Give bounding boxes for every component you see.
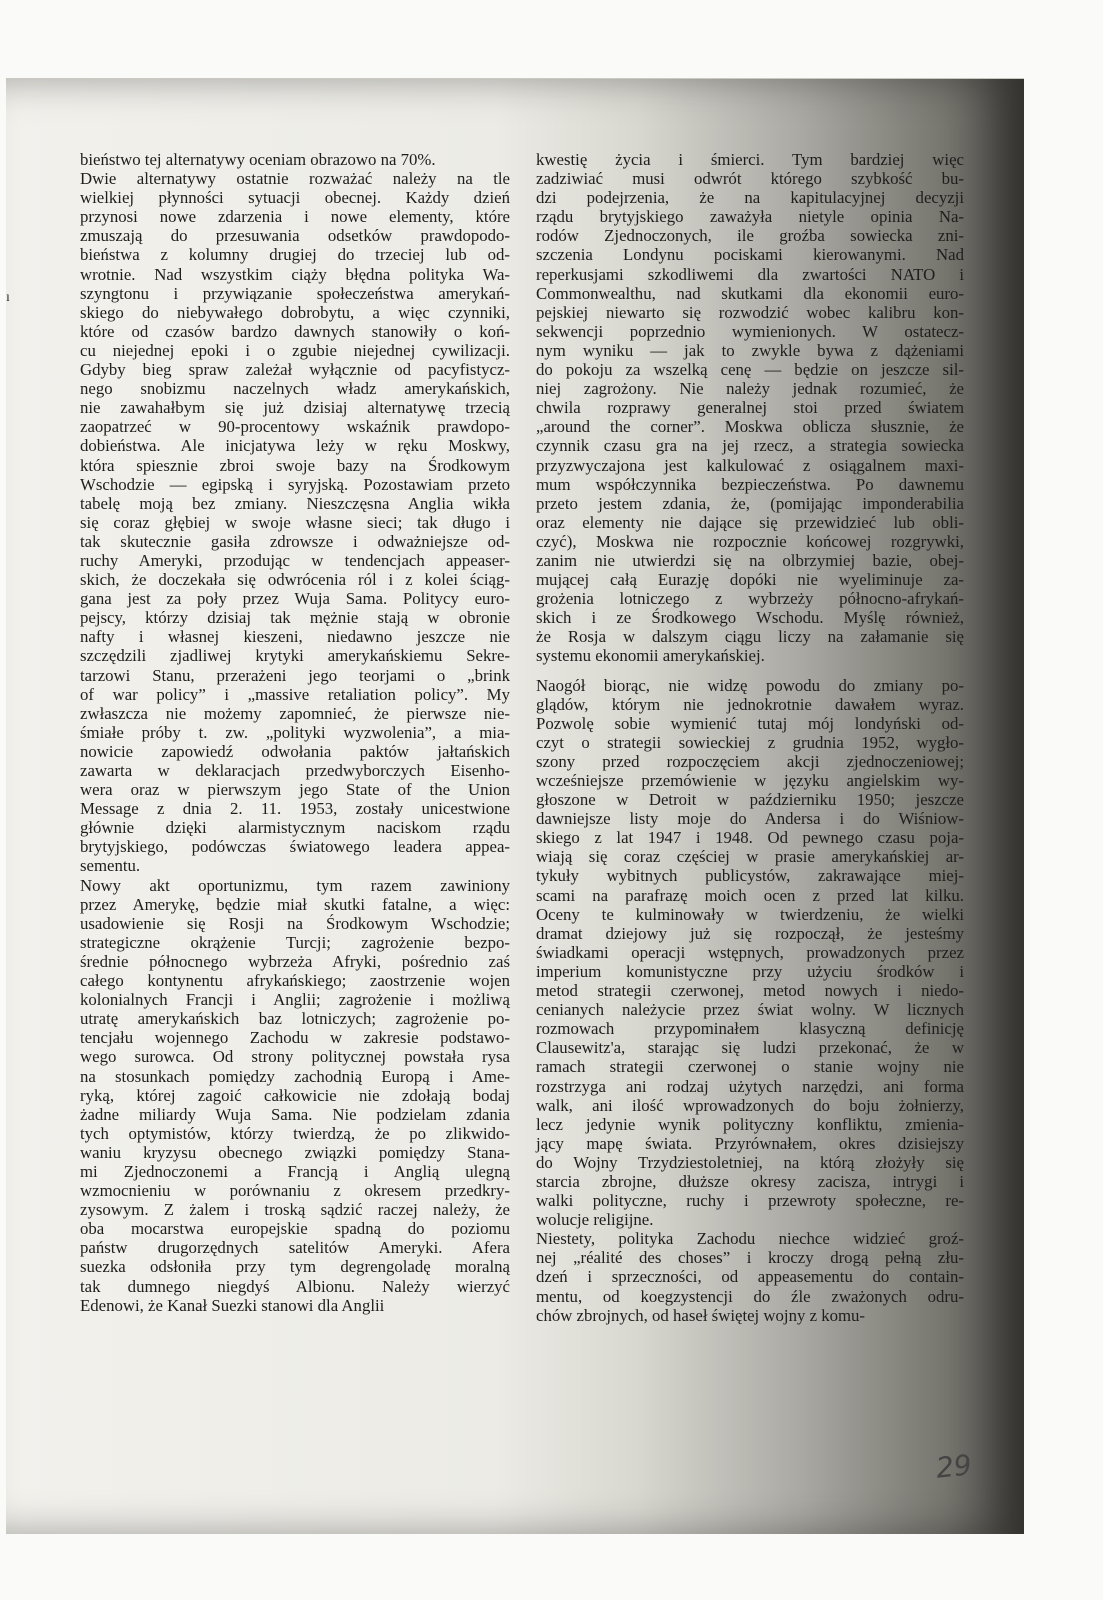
text-line: glądów, którym nie jednokrotnie dawałem wyraz. <box>536 694 964 714</box>
text-line: zmuszają do przesuwania odsetków prawdopodo- <box>80 226 510 246</box>
paragraph-gap <box>536 666 964 676</box>
text-line: świadkami operacji wstępnych, prowadzonych przez <box>536 942 964 962</box>
text-line: wiają się coraz częściej w prasie amerykańskiej ar- <box>536 847 964 867</box>
text-line: ruchy Ameryki, przodując w tendencjach appeaser- <box>80 550 510 570</box>
text-line: ryką, której zagoić całkowicie nie zdołają bodaj <box>80 1085 510 1105</box>
handwritten-page-number: 29 <box>934 1448 974 1485</box>
text-line: systemu ekonomii amerykańskiej. <box>536 646 765 666</box>
text-line: waniu kryzysu obecnego związki pomiędzy Stana- <box>80 1142 510 1162</box>
text-line: tykuły wybitnych publicystów, zakrawające miej- <box>536 866 964 886</box>
text-line: suezka odsłoniła przy tym degrengoladę moralną <box>80 1257 510 1277</box>
text-line: rządu brytyjskiego zaważyła nietyle opinia Na- <box>536 207 964 227</box>
text-line: oba mocarstwa europejskie spadną do poziomu <box>80 1219 510 1239</box>
text-line: Naogół biorąc, nie widzę powodu do zmiany po- <box>536 675 964 695</box>
text-line: dzi podejrzenia, że na kapitulacyjnej decyzji <box>536 188 964 208</box>
text-line: rozstrzyga ani rodzaj użytych narzędzi, ani forma <box>536 1076 964 1096</box>
text-line: sekwencji poprzednio wymienionych. W ostatecz- <box>536 321 964 341</box>
text-line: mentu, od koegzystencji do źle zważonych odru- <box>536 1286 964 1306</box>
text-line: wego surowca. Od strony politycznej powstała rysa <box>80 1047 510 1067</box>
text-line: średnie północnego wybrzeża Afryki, pośrednio zaś <box>80 951 510 971</box>
text-line: przynosi nowe zdarzenia i nowe elementy, które <box>80 207 510 227</box>
text-line: żadne miliardy Wuja Sama. Nie podzielam zdania <box>80 1104 510 1124</box>
text-line: Message z dnia 2. 11. 1953, zostały unicestwione <box>80 799 510 819</box>
text-line: przyzwyczajona jest kalkulować z osiągalnem maxi- <box>536 455 964 475</box>
text-line: skich, że doczekała się odwrócenia ról i z kolei ściąg- <box>80 570 510 590</box>
text-line: Pozwolę sobie wymienić tutaj mój londyński od- <box>536 713 964 733</box>
text-line: wzmocnieniu w porównaniu z okresem przedkry- <box>80 1181 510 1201</box>
text-line: czynnik czasu gra na jej rzecz, a strategia sowiecka <box>536 436 964 456</box>
text-line: zaopatrzeć w 90-procentowy wskaźnik prawdopo- <box>80 417 510 437</box>
text-line: „around the corner”. Moskwa oblicza słusznie, że <box>536 417 964 437</box>
text-line: rodów Zjednoczonych, ile groźba sowiecka zni- <box>536 226 964 246</box>
text-line: pejscy, którzy dzisiaj tak mężnie stają w obronie <box>80 608 510 628</box>
text-line: państw drugorzędnych satelitów Ameryki. Afera <box>80 1238 510 1258</box>
text-line: czyć), Moskwa nie rozpocznie końcowej rozgrywki, <box>536 531 964 551</box>
text-line: że Rosja w dalszym ciągu liczy na załamanie się <box>536 627 964 647</box>
text-line: mi Zjednoczonemi a Francją i Anglią ulegną <box>80 1161 510 1181</box>
text-line: które od czasów bardzo dawnych stanowiły o koń- <box>80 321 510 341</box>
right-text-column <box>536 150 964 1325</box>
text-line: Niestety, polityka Zachodu niechce widzieć groź- <box>536 1229 964 1249</box>
text-line: bieństwa z kolumny drugiej do trzeciej lub od- <box>80 245 510 265</box>
text-line: przeto jestem zdania, że, (pomijając imponderabilia <box>536 493 964 513</box>
text-line: mum współczynnika bezpieczeństwa. Po dawnemu <box>536 474 964 494</box>
text-line: Dwie alternatywy ostatnie rozważać należy na tle <box>80 169 510 189</box>
text-line: lecz jedynie wynik polityczny konfliktu, zmienia- <box>536 1114 964 1134</box>
text-line: imperium komunistyczne przy użyciu środków i <box>536 961 964 981</box>
text-line: zawarta w deklaracjach przedwyborczych Eisenho- <box>80 761 510 780</box>
text-line: nego snobizmu naczelnych władz amerykańskich, <box>80 379 510 399</box>
text-line: tabelę moją bez zmiany. Nieszczęsna Anglia wikła <box>80 493 510 513</box>
text-line: wrotnie. Nad wszystkim ciąży błędna polityka Wa- <box>80 264 510 284</box>
text-line: of war policy” i „massive retaliation policy”. My <box>80 684 510 704</box>
text-line: ramach strategii czerwonej o stanie wojny nie <box>536 1057 964 1077</box>
text-line: kolonialnych Francji i Anglii; zagrożenie i możliwą <box>80 990 510 1010</box>
text-line: starcia zbrojne, dłuższe okresy zacisza, intrygi i <box>536 1171 964 1191</box>
text-line: cenianych należycie przez świat wolny. W licznych <box>536 1000 964 1020</box>
text-line: niej zagrożony. Nie należy jednak rozumieć, że <box>536 379 964 399</box>
text-line: nowicie zapowiedź odwołania paktów jałtańskich <box>80 741 510 761</box>
text-line: gana jest za poły przez Wuja Sama. Politycy euro- <box>80 589 510 609</box>
text-line: całego kontynentu afrykańskiego; zaostrzenie wojen <box>80 971 510 991</box>
text-line: zwłaszcza nie możemy zapomnieć, że pierwsze nie- <box>80 703 510 723</box>
text-line: Edenowi, że Kanał Suezki stanowi dla Anglii <box>80 1295 385 1315</box>
text-line: skiego do niebywałego dobrobytu, a więc czynniki, <box>80 302 510 322</box>
text-line: metod strategii czerwonej, metod nowych i niedo- <box>536 981 964 1001</box>
text-line: dobieństwa. Ale inicjatywa leży w ręku Moskwy, <box>80 436 510 456</box>
text-line: Commonwealthu, nad skutkami dla ekonomii euro- <box>536 283 964 303</box>
text-line: na stosunkach pomiędzy zachodnią Europą i Ame- <box>80 1066 510 1086</box>
text-line: reperkusjami szkodliwemi dla zwartości NATO i <box>536 264 964 284</box>
text-line: scami na parafrazę moich ocen z przed lat kilku. <box>536 885 964 905</box>
text-line: nie zawahałbym się już dzisiaj alternatywę trzecią <box>80 398 510 418</box>
text-line: wielkiej płynności sytuacji obecnej. Każdy dzień <box>80 188 510 208</box>
text-line: się coraz głębiej w swoje własne sieci; tak długo i <box>80 512 510 532</box>
text-line: walk, ani ilość wprowadzonych do boju żołnierzy, <box>536 1095 964 1115</box>
text-line: wera oraz w pierwszym jego State of the Union <box>80 780 510 800</box>
text-line: rozmowach przypominałem klasyczną definicję <box>536 1019 964 1039</box>
text-line: szczenia Londynu pociskami kierowanymi. Nad <box>536 245 964 265</box>
text-line: chów zbrojnych, od haseł świętej wojny z komu- <box>536 1305 866 1325</box>
text-line: Nowy akt oportunizmu, tym razem zawiniony <box>80 875 510 895</box>
text-line: skich i ze Środkowego Wschodu. Myślę również, <box>536 608 964 628</box>
text-line: usadowienie się Rosji na Środkowym Wschodzie; <box>80 913 510 933</box>
text-line: chwila rozprawy generalnej stoi przed światem <box>536 398 964 418</box>
text-line: głównie dzięki alarmistycznym naciskom rządu <box>80 818 510 838</box>
text-line: strategiczne okrążenie Turcji; zagrożenie bezpo- <box>80 932 510 952</box>
text-line: grożenia lotniczego z wybrzeży północno-afrykań- <box>536 589 964 609</box>
text-line: tarzowi Stanu, przerażeni jego teorjami o „brink <box>80 665 510 685</box>
text-line: mującej całą Eurazję dopóki nie wyeliminuje za- <box>536 570 964 590</box>
text-line: nym wyniku — jak to zwykle bywa z dążeniami <box>536 340 964 360</box>
text-line: wcześniejsze przemówienie w języku angielskim wy- <box>536 771 964 790</box>
text-line: dzeń i sprzeczności, od appeasementu do contain- <box>536 1267 964 1287</box>
text-line: szyngtonu i przywiązanie społeczeństwa amerykań- <box>80 283 510 303</box>
text-line: tak skutecznie gasiła zdrowsze i odważniejsze od- <box>80 531 510 551</box>
text-line: walki polityczne, ruchy i przewroty społeczne, re- <box>536 1191 964 1211</box>
text-line: bieństwo tej alternatywy oceniam obrazowo na 70%. <box>80 150 436 169</box>
text-line: tak dumnego niegdyś Albionu. Należy wierzyć <box>80 1276 510 1296</box>
text-line: jący mapę świata. Przyrównałem, okres dzisiejszy <box>536 1133 964 1153</box>
text-line: śmiałe próby t. zw. „polityki wyzwolenia”, a mia- <box>80 722 510 742</box>
text-line: Wschodzie — egipską i syryjską. Pozostawiam przeto <box>80 474 510 494</box>
text-line: cu niejednej epoki i o zgubie niejednej cywilizacji. <box>80 340 510 360</box>
text-line: skiego z lat 1947 i 1948. Od pewnego czasu poja- <box>536 828 964 848</box>
text-line: kwestię życia i śmierci. Tym bardziej więc <box>536 150 964 169</box>
text-line: pejskiej niewarto się rozwodzić wobec kalibru kon- <box>536 302 964 322</box>
text-line: przez Amerykę, będzie miał skutki fatalne, a więc: <box>80 894 510 914</box>
text-line: zanim nie utwierdzi się na olbrzymiej bazie, obej- <box>536 550 964 570</box>
text-line: brytyjskiego, podówczas światowego leadera appea- <box>80 837 510 857</box>
text-line: Clausewitz'a, starając się ludzi przekonać, że w <box>536 1038 964 1058</box>
text-line: wolucje religijne. <box>536 1210 654 1230</box>
text-line: szczędzili zjadliwej krytyki amerykańskiemu Sekre- <box>80 646 510 666</box>
text-line: tych optymistów, którzy twierdzą, że po zlikwido- <box>80 1123 510 1143</box>
text-line: nafty i własnej kieszeni, niedawno jeszcze nie <box>80 627 510 647</box>
left-text-column <box>80 150 510 1315</box>
text-line: utratę amerykańskich baz lotniczych; zagrożenie po- <box>80 1009 510 1029</box>
text-line: nej „réalité des choses” i kroczy drogą pełną złu- <box>536 1248 964 1268</box>
text-line: Oceny te kulminowały w twierdzeniu, że wielki <box>536 904 964 924</box>
text-line: szony przed rozpoczęciem akcji zjednoczeniowej; <box>536 751 964 771</box>
text-line: dawniejsze listy moje do Andersa i do Wiśniow- <box>536 809 964 829</box>
text-line: Gdyby bieg spraw zależał wyłącznie od pacyfistycz- <box>80 360 510 380</box>
text-line: oraz elementy nie dające się przewidzieć lub obli- <box>536 512 964 532</box>
text-line: tencjału wojennego Zachodu w zakresie podstawo- <box>80 1028 510 1048</box>
text-line: głoszone w Detroit w październiku 1950; jeszcze <box>536 790 964 810</box>
text-line: zadziwiać musi odwrót którego szybkość bu- <box>536 169 964 189</box>
margin-mark: ı <box>6 290 10 305</box>
text-line: zysowym. Z żalem i troską sądzić raczej należy, że <box>80 1200 510 1220</box>
text-line: do Wojny Trzydziestoletniej, na którą złożyły się <box>536 1152 964 1172</box>
text-line: która spiesznie zbroi swoje bazy na Środkowym <box>80 455 510 475</box>
text-line: czyt o strategii sowieckiej z grudnia 1952, wygło- <box>536 732 964 752</box>
text-line: do pokoju za wszelką cenę — będzie on jeszcze sil- <box>536 360 964 380</box>
text-line: dramat dziejowy już się rozpoczął, że jesteśmy <box>536 923 964 943</box>
text-line: sementu. <box>80 856 141 876</box>
